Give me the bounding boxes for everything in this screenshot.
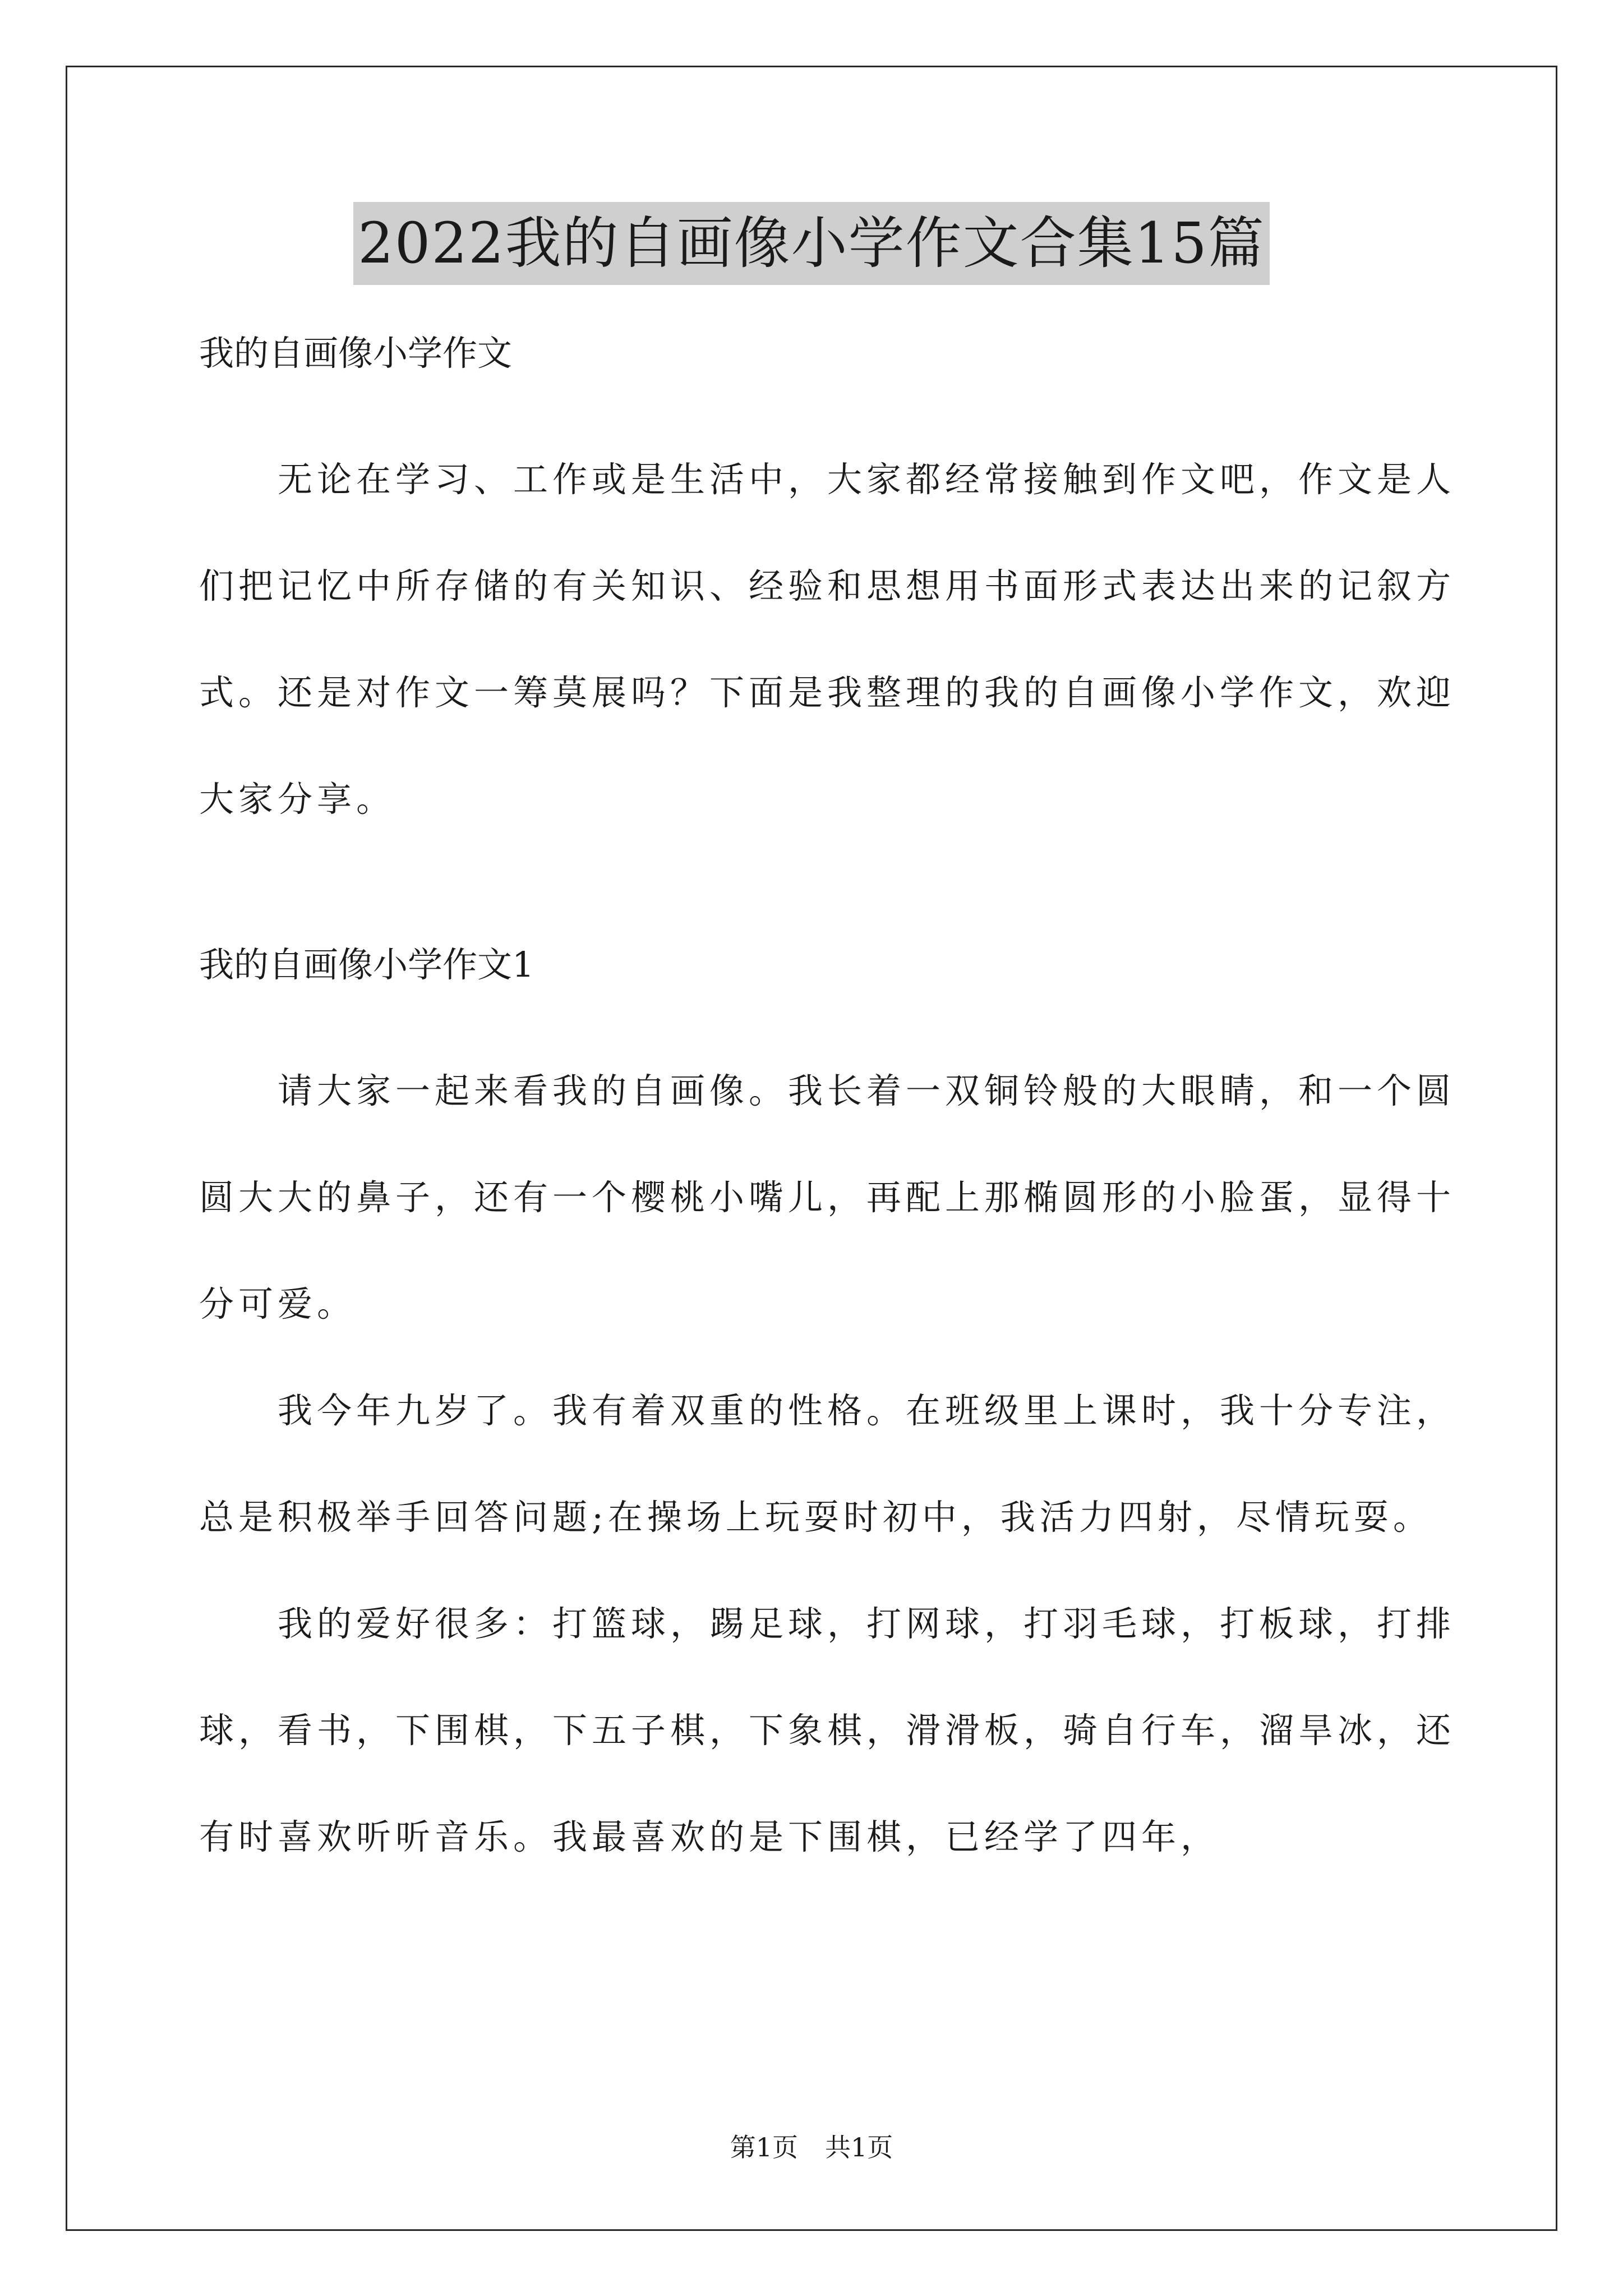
section-heading: 我的自画像小学作文1 <box>199 944 534 985</box>
document-body <box>199 306 1461 1890</box>
page-footer <box>0 2131 1623 2164</box>
paragraph: 我的爱好很多：打篮球，踢足球，打网球，打羽毛球，打板球，打排球，看书，下围棋，下五子棋，下象棋，滑滑板，骑自行车，溜旱冰，还有时喜欢听听音乐。我最喜欢的是下围棋，已经学了四年， <box>199 1603 1456 1857</box>
paragraph: 请大家一起来看我的自画像。我长着一双铜铃般的大眼睛，和一个圆圆大大的鼻子，还有一个樱桃小嘴儿，再配上那椭圆形的小脸蛋，显得十分可爱。 <box>199 1070 1456 1324</box>
page-number: 第1页 <box>730 2132 798 2162</box>
paragraph: 无论在学习、工作或是生活中，大家都经常接触到作文吧，作文是人们把记忆中所存储的有关知识、经验和思想用书面形式表达出来的记叙方式。还是对作文一筹莫展吗？下面是我整理的我的自画像小学作文，欢迎大家分享。 <box>199 459 1456 820</box>
document-title: 2022我的自画像小学作文合集15篇 <box>353 202 1270 285</box>
paragraph: 我今年九岁了。我有着双重的性格。在班级里上课时，我十分专注，总是积极举手回答问题;在操场上玩耍时初中，我活力四射，尽情玩耍。 <box>199 1390 1456 1538</box>
title-area <box>0 202 1623 285</box>
section-heading: 我的自画像小学作文 <box>199 333 513 374</box>
page-total: 共1页 <box>825 2132 893 2162</box>
